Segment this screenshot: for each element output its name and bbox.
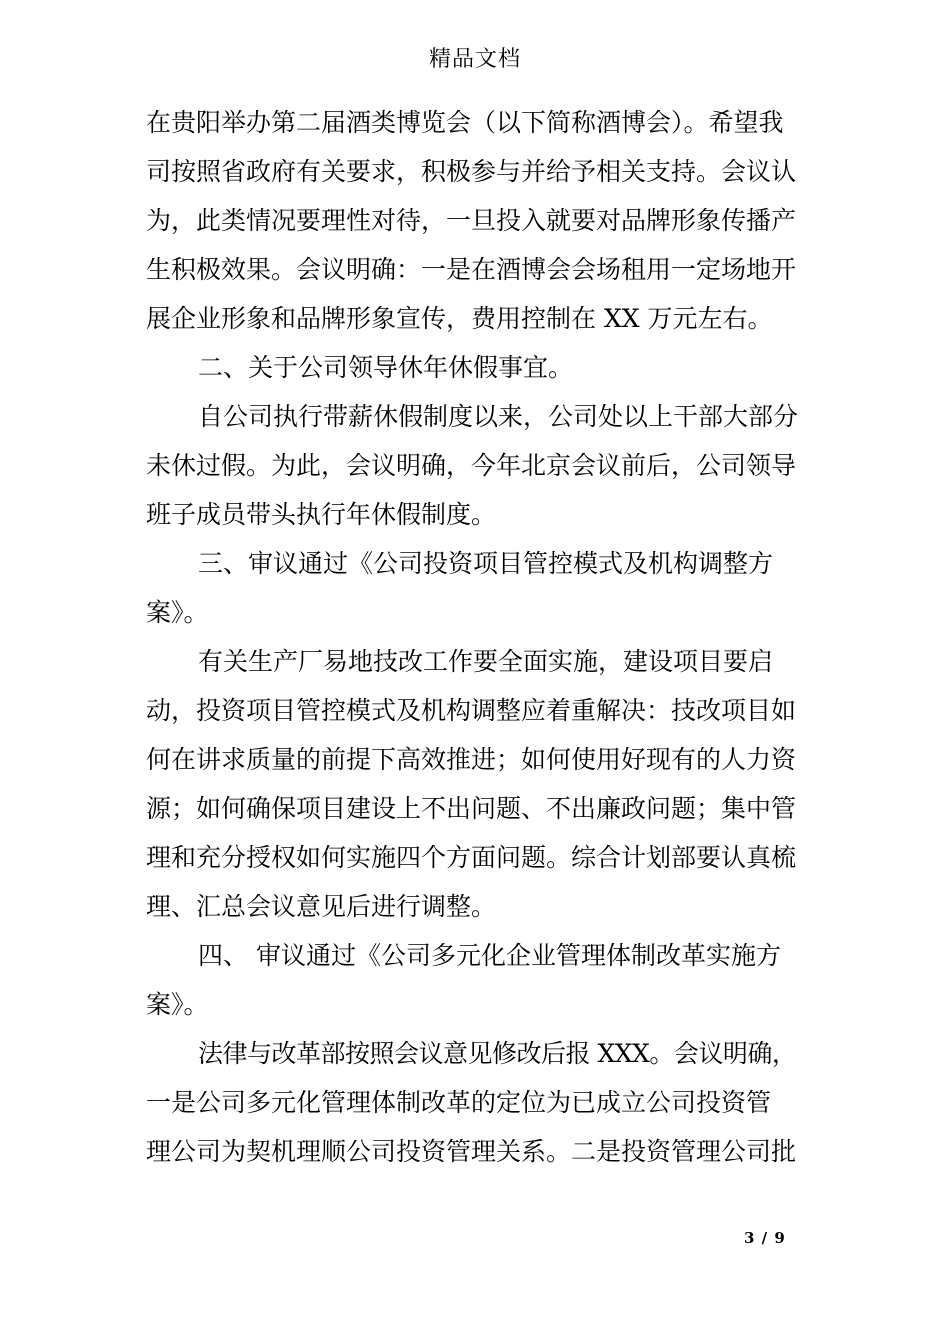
body-line-21: 一是公司多元化管理体制改革的定位为已成立公司投资管 (146, 1088, 772, 1117)
body-line-20: 法律与改革部按照会议意见修改后报 XXX。会议明确， (198, 1039, 797, 1068)
body-line-4: 生积极效果。会议明确：一是在酒博会会场租用一定场地开 (146, 255, 797, 284)
body-line-15: 源；如何确保项目建设上不出问题、不出廉政问题；集中管 (146, 794, 797, 823)
body-line-2: 司按照省政府有关要求，积极参与并给予相关支持。会议认 (146, 157, 797, 186)
section-heading-2: 二、关于公司领导休年休假事宜。 (198, 353, 574, 382)
body-line-13: 动，投资项目管控模式及机构调整应着重解决：技改项目如 (146, 696, 797, 725)
body-line-12: 有关生产厂易地技改工作要全面实施，建设项目要启 (198, 647, 774, 676)
body-line-16: 理和充分授权如何实施四个方面问题。综合计划部要认真梳 (146, 843, 797, 872)
body-line-9: 班子成员带头执行年休假制度。 (146, 500, 497, 529)
document-body (146, 98, 808, 1176)
body-line-14: 何在讲求质量的前提下高效推进；如何使用好现有的人力资 (146, 745, 797, 774)
section-heading-4: 四、 审议通过《公司多元化企业管理体制改革实施方 (198, 941, 781, 970)
body-line-17: 理、汇总会议意见后进行调整。 (146, 892, 497, 921)
body-line-1: 在贵阳举办第二届酒类博览会（以下简称酒博会）。希望我 (146, 108, 784, 137)
body-line-5: 展企业形象和品牌形象宣传，费用控制在 XX 万元左右。 (146, 304, 773, 333)
section-heading-4-cont: 案》。 (146, 990, 209, 1019)
body-line-3: 为，此类情况要理性对待，一旦投入就要对品牌形象传播产 (146, 206, 797, 235)
section-heading-3-cont: 案》。 (146, 598, 209, 627)
body-line-7: 自公司执行带薪休假制度以来，公司处以上干部大部分 (198, 402, 799, 431)
page-number: 3 / 9 (744, 1229, 786, 1247)
page-header: 精品文档 (428, 47, 521, 72)
body-line-22: 理公司为契机理顺公司投资管理关系。二是投资管理公司批 (146, 1137, 797, 1166)
section-heading-3: 三、审议通过《公司投资项目管控模式及机构调整方 (198, 549, 774, 578)
body-line-8: 未休过假。为此，会议明确，今年北京会议前后，公司领导 (146, 451, 797, 480)
